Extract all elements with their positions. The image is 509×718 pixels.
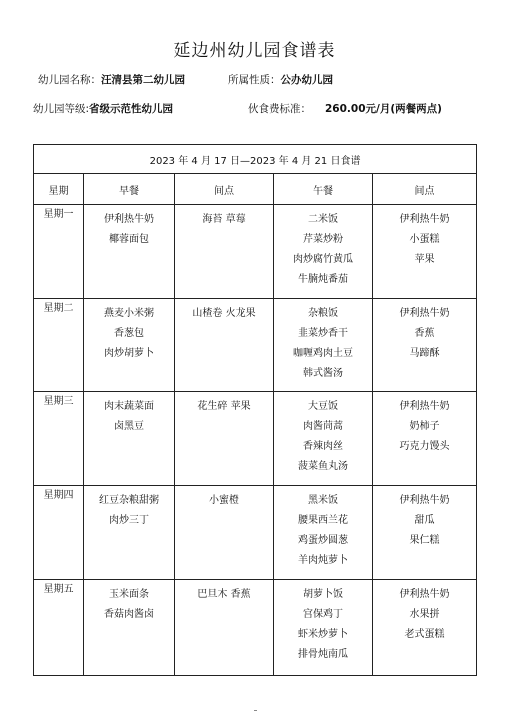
- day-cell: 星期五: [34, 580, 84, 676]
- breakfast-cell: [84, 580, 175, 676]
- morning-snack-cell: [175, 486, 274, 580]
- kindergarten-nature-value: 公办幼儿园: [280, 74, 333, 86]
- dish-item: 二米饭: [308, 214, 338, 225]
- table-caption: 2023 年 4 月 17 日—2023 年 4 月 21 日食谱: [34, 145, 477, 174]
- dish-item: 香葱包: [114, 328, 144, 339]
- breakfast-cell: [84, 205, 175, 299]
- breakfast-cell: [84, 392, 175, 486]
- meal-fee: [248, 101, 442, 116]
- header-row: [34, 174, 477, 205]
- dish-item: 水果拼: [409, 609, 440, 620]
- dish-item: 小蛋糕: [409, 234, 440, 245]
- lunch-cell: [274, 205, 373, 299]
- afternoon-snack-cell: [373, 486, 477, 580]
- table-row: [34, 205, 477, 299]
- kindergarten-name-label: 幼儿园名称：: [38, 74, 101, 86]
- header-breakfast: 早餐: [84, 174, 175, 205]
- header-lunch: 午餐: [274, 174, 373, 205]
- dish-item: 甜瓜: [414, 515, 435, 526]
- day-cell: 星期一: [34, 205, 84, 299]
- dish-item: 虾米炒萝卜: [298, 629, 348, 640]
- morning-snack-cell: [175, 205, 274, 299]
- dish-item: 肉炒腐竹黄瓜: [293, 254, 353, 265]
- dish-item: 巧克力馒头: [399, 441, 450, 452]
- dish-item: 胡萝卜饭: [303, 589, 343, 600]
- lunch-cell: [274, 392, 373, 486]
- meal-fee-label: 伙食费标准：: [248, 103, 311, 115]
- lunch-cell: [274, 299, 373, 392]
- dish-item: 伊利热牛奶: [399, 495, 450, 506]
- breakfast-cell: [84, 299, 175, 392]
- dish-item: 肉酱茼蒿: [303, 421, 343, 432]
- dish-item: 巴旦木 香蕉: [197, 589, 251, 600]
- day-cell: 星期四: [34, 486, 84, 580]
- dish-item: 马蹄酥: [409, 348, 440, 359]
- dish-item: 排骨炖南瓜: [298, 649, 348, 660]
- dish-item: 卤黑豆: [114, 421, 144, 432]
- table-row: [34, 486, 477, 580]
- dish-item: 肉末蔬菜面: [104, 401, 154, 412]
- morning-snack-cell: [175, 392, 274, 486]
- dish-item: 伊利热牛奶: [399, 214, 450, 225]
- dish-item: 海苔 草莓: [202, 214, 246, 225]
- dish-item: 肉炒三丁: [109, 515, 149, 526]
- dish-item: 羊肉炖萝卜: [298, 555, 348, 566]
- page-title: 延边州幼儿园食谱表: [173, 41, 336, 61]
- dish-item: 苹果: [414, 254, 435, 265]
- dish-item: 玉米面条: [109, 589, 149, 600]
- meal-fee-value: 260.00元/月(两餐两点): [325, 103, 442, 115]
- dish-item: 宫保鸡丁: [303, 609, 343, 620]
- day-cell: 星期三: [34, 392, 84, 486]
- dish-item: 腰果西兰花: [298, 515, 348, 526]
- page-number-mark: [254, 710, 257, 711]
- caption-row: [34, 145, 477, 174]
- breakfast-cell: [84, 486, 175, 580]
- dish-item: 鸡蛋炒圆葱: [298, 535, 348, 546]
- kindergarten-nature-label: 所属性质：: [228, 74, 281, 86]
- menu-table: [33, 144, 477, 676]
- dish-item: 山楂卷 火龙果: [192, 308, 256, 319]
- afternoon-snack-cell: [373, 205, 477, 299]
- header-snack-2: 间点: [373, 174, 477, 205]
- header-day: 星期: [34, 174, 84, 205]
- dish-item: 咖喱鸡肉土豆: [293, 348, 353, 359]
- dish-item: 韩式酱汤: [303, 368, 343, 379]
- lunch-cell: [274, 580, 373, 676]
- dish-item: 小蜜橙: [209, 495, 239, 506]
- dish-item: 杂粮饭: [308, 308, 338, 319]
- dish-item: 牛腩炖番茄: [298, 274, 348, 285]
- dish-item: 大豆饭: [308, 401, 338, 412]
- dish-item: 芹菜炒粉: [303, 234, 343, 245]
- table-row: [34, 580, 477, 676]
- afternoon-snack-cell: [373, 392, 477, 486]
- afternoon-snack-cell: [373, 580, 477, 676]
- dish-item: 黑米饭: [308, 495, 338, 506]
- kindergarten-level: [33, 101, 173, 116]
- kindergarten-level-label: 幼儿园等级:: [33, 103, 90, 115]
- dish-item: 果仁糕: [409, 535, 440, 546]
- dish-item: 韭菜炒香干: [298, 328, 348, 339]
- table-row: [34, 392, 477, 486]
- dish-item: 香菇肉酱卤: [104, 609, 154, 620]
- dish-item: 红豆杂粮甜粥: [99, 495, 159, 506]
- kindergarten-name-value: 汪清县第二幼儿园: [101, 74, 185, 86]
- dish-item: 燕麦小米粥: [104, 308, 154, 319]
- dish-item: 香辣肉丝: [303, 441, 343, 452]
- dish-item: 伊利热牛奶: [104, 214, 154, 225]
- morning-snack-cell: [175, 580, 274, 676]
- dish-item: 花生碎 苹果: [197, 401, 251, 412]
- lunch-cell: [274, 486, 373, 580]
- dish-item: 菠菜鱼丸汤: [298, 461, 348, 472]
- dish-item: 伊利热牛奶: [399, 308, 450, 319]
- table-row: [34, 299, 477, 392]
- dish-item: 椰蓉面包: [109, 234, 149, 245]
- kindergarten-name: [38, 72, 185, 87]
- day-cell: 星期二: [34, 299, 84, 392]
- dish-item: 伊利热牛奶: [399, 589, 450, 600]
- dish-item: 香蕉: [414, 328, 435, 339]
- dish-item: 老式蛋糕: [404, 629, 445, 640]
- kindergarten-level-value: 省级示范性幼儿园: [89, 103, 174, 115]
- dish-item: 肉炒胡萝卜: [104, 348, 154, 359]
- morning-snack-cell: [175, 299, 274, 392]
- header-snack-1: 间点: [175, 174, 274, 205]
- dish-item: 奶柿子: [409, 421, 440, 432]
- kindergarten-nature: [228, 72, 333, 87]
- afternoon-snack-cell: [373, 299, 477, 392]
- dish-item: 伊利热牛奶: [399, 401, 450, 412]
